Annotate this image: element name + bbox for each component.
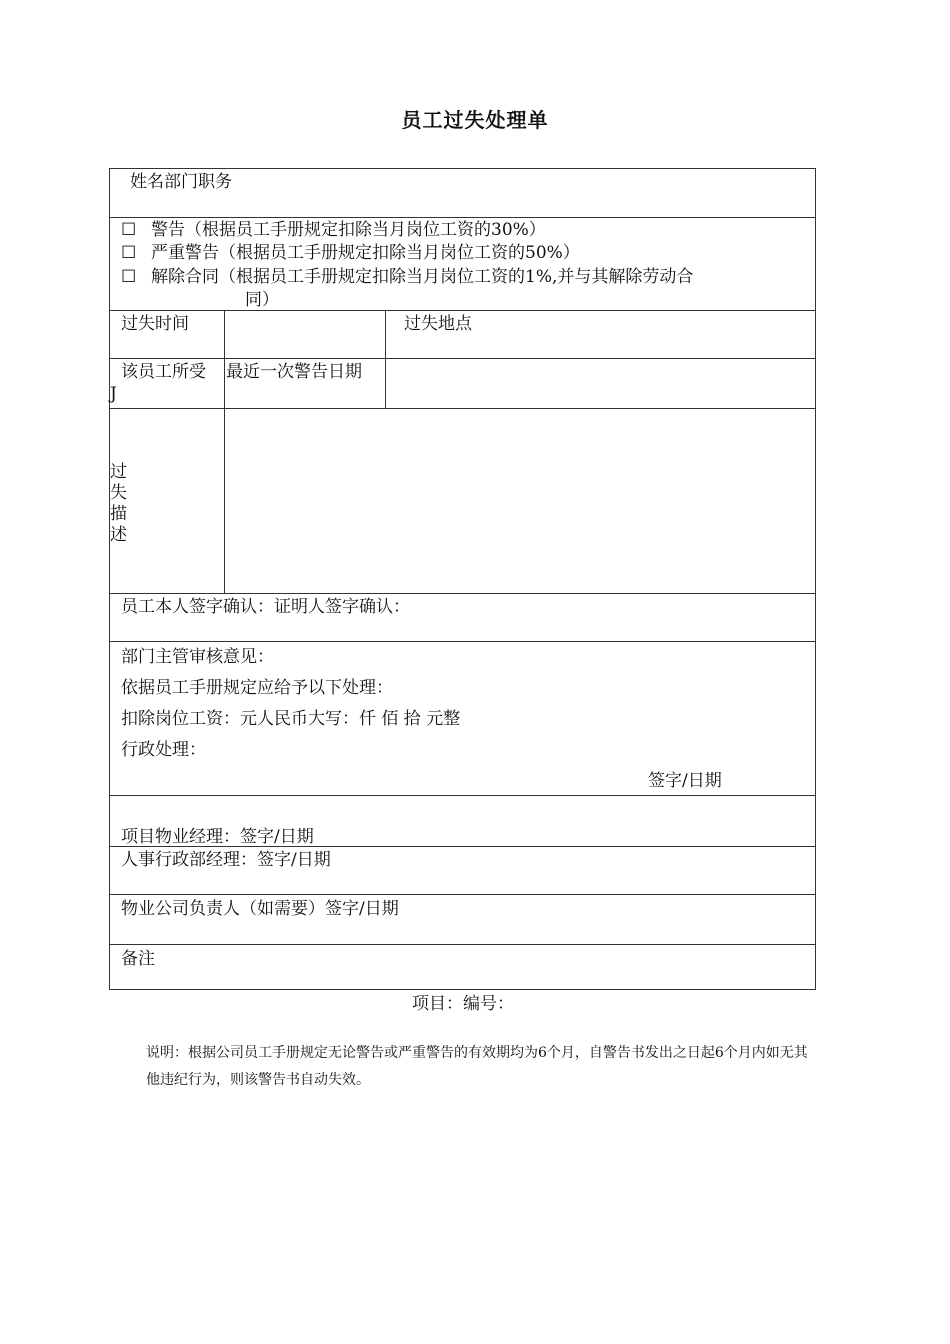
checkbox-icon[interactable]: ☐ <box>121 243 137 263</box>
name-dept-position-label: 姓名部门职务 <box>130 172 232 192</box>
signature-confirmation: 员工本人签字确认：证明人签字确认： <box>121 597 410 617</box>
option-warning[interactable] <box>121 219 546 241</box>
option-label: 解除合同（根据员工手册规定扣除当月岗位工资的1%,并与其解除劳动合 <box>151 267 694 287</box>
fault-description-label: 过失描述 <box>110 462 127 545</box>
project-manager-sign: 项目物业经理：签字/日期 <box>121 827 314 847</box>
col-divider <box>385 310 386 408</box>
received-label-cont: J <box>110 384 117 404</box>
deduction-label: 扣除岗位工资：元人民币大写：仟 佰 拾 元整 <box>121 709 461 729</box>
dept-opinion-label: 部门主管审核意见： <box>121 647 274 667</box>
row-divider <box>109 944 816 945</box>
option-terminate-contract[interactable] <box>121 266 693 288</box>
option-terminate-contract-wrap: 同） <box>245 290 279 310</box>
option-label: 警告（根据员工手册规定扣除当月岗位工资的30%） <box>151 220 546 240</box>
page-title: 员工过失处理单 <box>401 108 549 132</box>
option-serious-warning[interactable] <box>121 242 580 264</box>
row-divider <box>109 408 816 409</box>
col-divider <box>224 310 225 593</box>
row-divider <box>109 795 816 796</box>
fault-time-label: 过失时间 <box>121 314 189 334</box>
last-warning-date-label: 最近一次警告日期 <box>226 362 362 382</box>
fault-place-label: 过失地点 <box>404 314 472 334</box>
row-divider <box>109 894 816 895</box>
row-divider <box>109 310 816 311</box>
explanation-note: 说明：根据公司员工手册规定无论警告或严重警告的有效期均为6个月，自警告书发出之日起6个月内如无其他违纪行为，则该警告书自动失效。 <box>146 1045 808 1088</box>
hr-manager-sign: 人事行政部经理：签字/日期 <box>121 850 331 870</box>
row-divider <box>109 358 816 359</box>
option-label: 严重警告（根据员工手册规定扣除当月岗位工资的50%） <box>151 243 580 263</box>
received-label: 该员工所受 <box>121 362 206 382</box>
company-head-sign: 物业公司负责人（如需要）签字/日期 <box>121 899 399 919</box>
checkbox-icon[interactable]: ☐ <box>121 267 137 287</box>
admin-handling-label: 行政处理： <box>121 740 206 760</box>
row-divider <box>109 217 816 218</box>
sign-date-label: 签字/日期 <box>648 771 722 791</box>
row-divider <box>109 593 816 594</box>
row-divider <box>109 641 816 642</box>
remarks-label: 备注 <box>121 949 155 969</box>
checkbox-icon[interactable]: ☐ <box>121 220 137 240</box>
handling-label: 依据员工手册规定应给予以下处理： <box>121 678 393 698</box>
project-number-line: 项目：编号： <box>412 994 514 1014</box>
